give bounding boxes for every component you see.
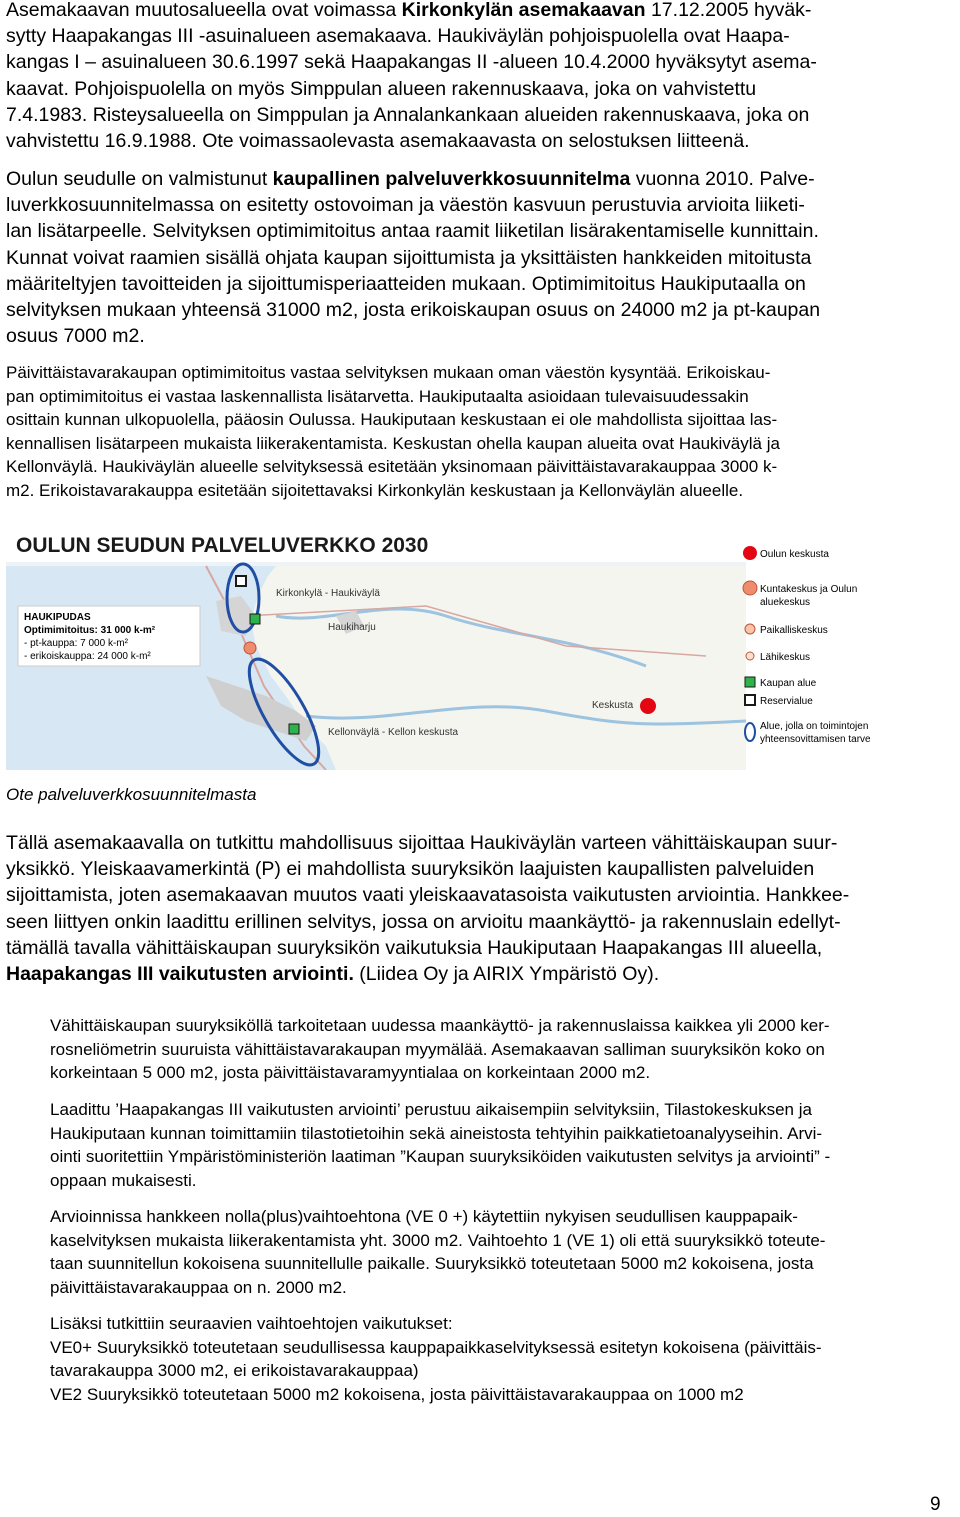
text-run: oppaan mukaisesti. [50,1170,197,1190]
para3-line [6,455,956,479]
para4-line [6,856,956,882]
legend-label-6b: yhteensovittamisen tarve [760,734,871,745]
paragraph-service-network [6,166,956,349]
text-run: m2. Erikoistavarakauppa esitetään sijoitettavaksi Kirkonkylän keskustaan ja Kellonväylän alueelle. [6,480,744,500]
legend-symbol-5 [745,695,755,705]
haukiharju-retail-marker [250,614,260,624]
haukipudas-center-marker [244,642,256,654]
paragraph-current-plans [6,0,956,154]
legend-label-0: Oulun keskusta [760,549,829,560]
map-caption: Ote palveluverkkosuunnitelmasta [6,785,257,804]
bold-text-run: Kirkonkylän asemakaavan [401,0,646,21]
legend-label-2: Paikalliskeskus [760,625,828,636]
para4-line [6,909,956,935]
text-run: kangas I – asuinalueen 30.6.1997 sekä Haapakangas II -alueen 10.4.2000 hyväksytyt asema- [6,51,817,74]
text-run: seen liittyen onkin laadittu erillinen selvitys, jossa on arvioitu maankäyttö- ja rakennuslain edellyt- [6,910,841,933]
para1-line [6,76,956,102]
text-run: pan optimimitoitus ei vastaa laskennallista lisätarvetta. Haukiputaalta asioidaan tulevaisuudessakin [6,386,749,406]
text-run: Arvioinnissa hankkeen nolla(plus)vaihtoehtona (VE 0 +) käytettiin nykyisen seudullisen kauppapaik- [50,1207,798,1226]
legend-label-5: Reservialue [760,696,813,707]
text-run: kaselvityksen mukaista liikerakentamista yht. 3000 m2. Vaihtoehto 1 (VE 1) oli että suuryksikkö toteute- [50,1230,826,1250]
note-definition [50,1014,956,1085]
para2-line [6,271,956,297]
text-run: tavarakauppa 3000 m2, ei erikoistavarakauppaa) [50,1361,419,1381]
kellonvayla-retail-marker [289,724,299,734]
legend-label-1b: aluekeskus [760,597,811,608]
paragraph-retail-optimum [6,361,956,503]
text-run: kennallisen lisätarpeen mukaista liikerakentamista. Keskustan ohella kaupan alueita ovat Haukiväylä ja [6,433,780,453]
note-assessment-basis [50,1098,956,1192]
keskusta-marker [640,698,656,714]
legend-symbol-4 [745,677,755,687]
text-run: rosneliömetrin suuruista vähittäistavarakaupan myymälää. Asemakaavan salliman suuryksikön koko on [50,1039,825,1059]
bold-text-run: kaupallinen palveluverkkosuunnitelma [272,168,631,190]
legend-symbol-2 [745,624,755,634]
note-additional-alternatives [50,1312,956,1406]
para3-line [6,432,956,456]
text-run: Laadittu ’Haapakangas III vaikutusten arviointi’ perustuu aikaisempiin selvityksiin, Tilastokeskuksen ja [50,1100,812,1119]
label-kellonvayla: Kellonväylä - Kellon keskusta [328,727,459,738]
map-title: OULUN SEUDUN PALVELUVERKKO 2030 [16,534,429,557]
ind2-line [50,1122,956,1146]
ind4-line [50,1336,956,1360]
para4-line [6,882,956,908]
text-run: ointi suoritettiin Ympäristöministeriön laatiman ”Kaupan suuryksiköiden vaikutusten selvitys ja arviointi” - [50,1147,831,1167]
text-run: lan lisätarpeelle. Selvityksen optimimitoitus antaa raamit liiketilan lisärakentamiselle kunnittain. [6,220,819,243]
ind2-line [50,1145,956,1169]
text-run: määriteltyjen tavoitteiden ja sijoittumisperiaatteiden mukaan. Optimimitoitus Haukiputaalla on [6,272,806,295]
label-haukiharju: Haukiharju [328,622,376,633]
label-kirkonkyla: Kirkonkylä - Haukiväylä [276,588,380,599]
text-run: luverkkosuunnitelmassa on esitetty ostovoiman ja väestön kasvuun perustuvia arvioita liiketi- [6,194,805,217]
bold-text-run: Haapakangas III vaikutusten arviointi. [6,963,354,986]
text-run: osittain kunnan ulkopuolella, pääosin Oulussa. Haukiputaan keskustaan ei ole mahdollista sijoittaa las- [6,410,778,430]
label-keskusta: Keskusta [592,700,634,711]
text-run: VE0+ Suuryksikkö toteutetaan seudullisessa kauppapaikkaselvityksessä esitetyn kokoisena (päivittäis- [50,1337,822,1357]
ind3-line [50,1229,956,1253]
text-run: VE2 Suuryksikkö toteutetaan 5000 m2 kokoisena, josta päivittäistavarakauppaa on 1000 m2 [50,1384,744,1404]
para1-line [6,102,956,128]
text-run: kaavat. Pohjoispuolella on myös Simppulan alueen rakennuskaava, joka on vahvistettu [6,77,757,100]
legend-symbol-0 [743,546,757,560]
page-number: 9 [930,1494,941,1515]
para2-line [6,245,956,271]
ind3-line [50,1252,956,1276]
infobox-heading: HAUKIPUDAS [24,612,91,623]
para2-line [6,218,956,244]
para4-line [6,961,956,987]
para3-line [6,408,956,432]
para3-line [6,479,956,503]
ind1-line [50,1061,956,1085]
legend-symbol-1 [743,581,757,595]
service-network-map [6,526,910,770]
text-run: vahvistettu 16.9.1988. Ote voimassaolevasta asemakaavasta on selostuksen liitteenä. [6,130,750,153]
text-run: Haukiputaan kunnan toimittamiin tilastotietoihin sekä aineistosta tehtyihin paikkatietoanalyyseihin. Arvi- [50,1123,823,1143]
text-run: sijoittamista, joten asemakaavan muutos vaati yleiskaavatasoista vaikutusten arviointia. Hankkee- [6,884,850,907]
legend-label-1: Kuntakeskus ja Oulun [760,584,858,595]
text-run: Kellonväylä. Haukiväylän alueelle selvityksessä esitetään yksinomaan päivittäistavarakauppaa 3000 k- [6,457,778,477]
text-run: Lisäksi tutkittiin seuraavien vaihtoehtojen vaikutukset: [50,1314,453,1333]
para2-line [6,323,956,349]
text-run: 7.4.1983. Risteysalueella on Simppulan ja Annalankankaan alueiden rakennuskaava, joka on [6,103,810,126]
infobox-line3: - erikoiskauppa: 24 000 k-m² [24,651,151,662]
text-run: taan suunnitellun kokoisena suunnitellulle paikalle. Suuryksikkö toteutetaan 5000 m2 kokoisena, josta [50,1254,814,1274]
ind2-line [50,1169,956,1193]
ind2-line [50,1098,956,1122]
text-run: sytty Haapakangas III -asuinalueen asemakaava. Haukiväylän pohjoispuolella ovat Haapa- [6,25,790,48]
ind3-line [50,1205,956,1229]
text-run: yksikkö. Yleiskaavamerkintä (P) ei mahdollista suuryksikön laajuisten kaupallisten palveluiden [6,858,815,881]
legend-label-3: Lähikeskus [760,652,811,663]
text-run: Kunnat voivat raamien sisällä ohjata kaupan sijoittumista ja yksittäisten hankkeiden mitoitusta [6,246,812,269]
legend-label-6: Alue, jolla on toimintojen [760,721,869,732]
note-alternatives [50,1205,956,1299]
text-run: Tällä asemakaavalla on tutkittu mahdollisuus sijoittaa Haukiväylän varteen vähittäiskaupan suur- [6,832,838,854]
infobox-line2: - pt-kauppa: 7 000 k-m² [24,638,128,649]
text-run: (Liidea Oy ja AIRIX Ympäristö Oy). [353,963,660,986]
text-run: päivittäistavarakauppaa on n. 2000 m2. [50,1277,347,1297]
infobox-line1: Optimimitoitus: 31 000 k-m² [24,625,156,636]
para2-line [6,297,956,323]
text-run: tämällä tavalla vähittäiskaupan suuryksikön vaikutuksia Haukiputaan Haapakangas III alueella, [6,936,823,959]
para1-line [6,49,956,75]
text-run: Oulun seudulle on valmistunut [6,168,273,190]
text-run: vuonna 2010. Palve- [630,168,815,190]
para1-line [6,0,956,23]
para4-line [6,935,956,961]
ind4-line [50,1383,956,1407]
para1-line [6,128,956,154]
text-run: 17.12.2005 hyväk- [645,0,812,21]
ind1-line [50,1014,956,1038]
text-run: Vähittäiskaupan suuryksiköllä tarkoitetaan uudessa maankäyttö- ja rakennuslaissa kaikkea yli 2000 ker- [50,1016,830,1035]
kirkonkyla-reserve-marker [236,576,246,586]
para4-line [6,830,956,856]
para2-line [6,192,956,218]
paragraph-plan-purpose [6,830,956,987]
para1-line [6,23,956,49]
ind1-line [50,1038,956,1062]
legend-label-4: Kaupan alue [760,678,817,689]
para3-line [6,385,956,409]
text-run: osuus 7000 m2. [6,325,145,348]
text-run: korkeintaan 5 000 m2, josta päivittäistavaramyyntialaa on korkeintaan 2000 m2. [50,1063,651,1083]
para3-line [6,361,956,385]
legend-symbol-3 [746,652,754,660]
text-run: selvityksen mukaan yhteensä 31000 m2, josta erikoiskaupan osuus on 24000 m2 ja pt-kaupan [6,299,821,322]
text-run: Asemakaavan muutosalueella ovat voimassa [6,0,402,21]
text-run: Päivittäistavarakaupan optimimitoitus vastaa selvityksen mukaan oman väestön kysyntää. Erikoiskau- [6,363,771,382]
para2-line [6,166,956,192]
ind4-line [50,1359,956,1383]
ind3-line [50,1276,956,1300]
ind4-line [50,1312,956,1336]
